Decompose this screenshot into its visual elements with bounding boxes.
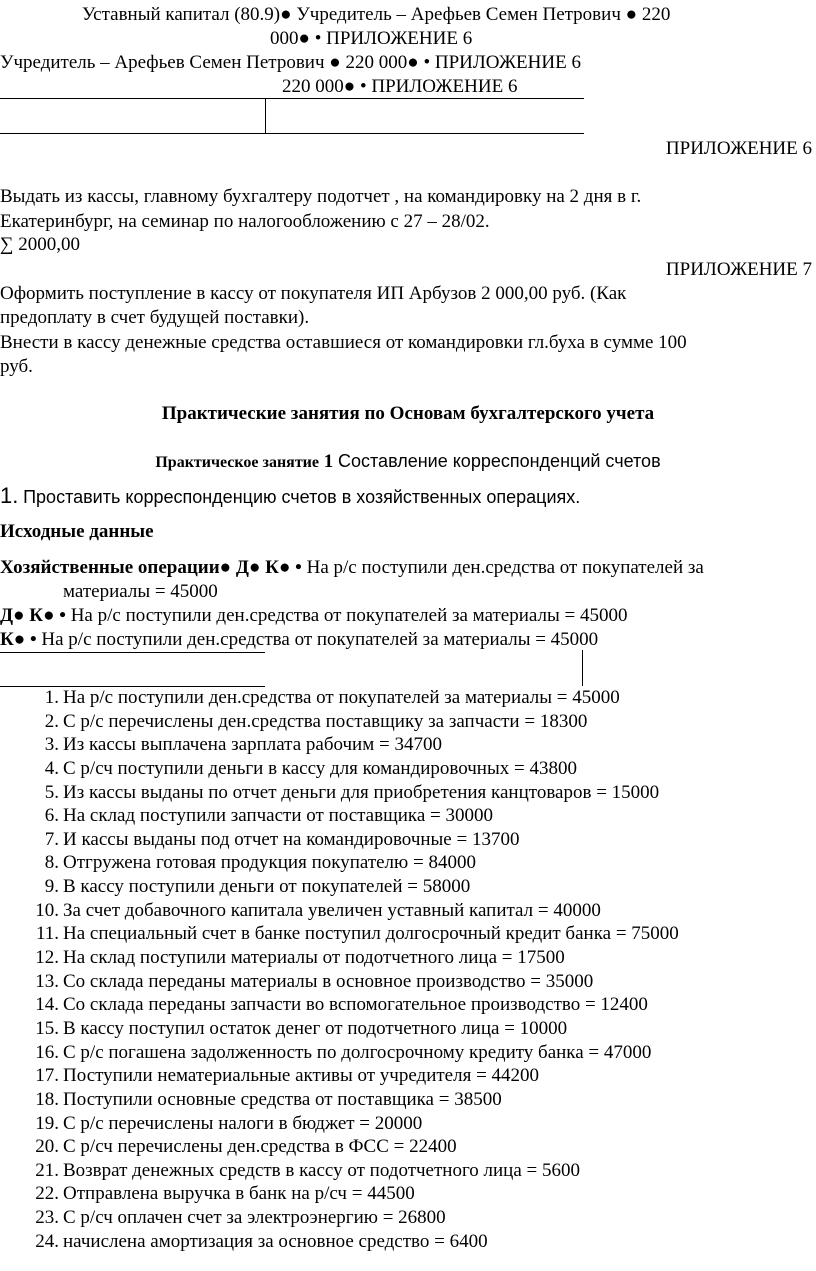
operation-number: 12. — [35, 947, 59, 969]
operation-number: 21. — [35, 1159, 59, 1181]
operation-text: Из кассы выплачена зарплата рабочим = 34700 — [63, 734, 442, 756]
task-1 — [0, 484, 580, 510]
appendix-6-text-1: Выдать из кассы, главному бухгалтеру подотчет , на командировку на 2 дня в г. — [0, 186, 642, 207]
operation-text: С р/с перечислены налоги в бюджет = 20000 — [63, 1112, 423, 1134]
appendix-7-text-3: Внести в кассу денежные средства оставшиеся от командировки гл.буха в сумме 100 — [0, 332, 687, 353]
operation-number: 1. — [44, 687, 59, 708]
ops-line-k — [0, 628, 598, 652]
operation-text: С р/с погашена задолженность по долгосрочному кредиту банка = 47000 — [63, 1041, 652, 1063]
operation-text: Отправлена выручка в банк на р/сч = 44500 — [63, 1183, 415, 1205]
operation-number: 9. — [44, 876, 59, 898]
operation-text: С р/сч оплачен счет за электроэнергию = 26800 — [63, 1207, 446, 1229]
operation-number: 8. — [44, 852, 59, 874]
initial-data-heading: Исходные данные — [0, 521, 154, 542]
session-topic: Составление корреспонденций счетов — [338, 451, 661, 471]
appendix-6-text-2: Екатеринбург, на семинар по налогообложению с 27 – 28/02. — [0, 211, 490, 232]
operation-text: На склад поступили материалы от подотчетного лица = 17500 — [63, 947, 565, 969]
operation-number: 3. — [44, 734, 59, 756]
operation-item — [35, 1182, 813, 1206]
operation-item — [35, 1112, 813, 1136]
table-rule-bottom — [0, 133, 584, 134]
operation-number: 2. — [44, 710, 59, 732]
appendix-7-text-4: руб. — [0, 356, 33, 377]
operation-text: Возврат денежных средств в кассу от подотчетного лица = 5600 — [63, 1159, 580, 1181]
operation-text: Поступили нематериальные активы от учредителя = 44200 — [63, 1065, 540, 1087]
table-rule-top — [0, 98, 584, 99]
operation-item — [44, 828, 813, 852]
operation-number: 17. — [35, 1065, 59, 1087]
header-line-3: Учредитель – Арефьев Семен Петрович ● 220 000● • ПРИЛОЖЕНИЕ 6 — [0, 52, 581, 73]
operation-item — [35, 1135, 813, 1159]
appendix-7-label: ПРИЛОЖЕНИЕ 7 — [665, 259, 812, 280]
ops-line-dk — [0, 604, 627, 628]
operation-number: 24. — [35, 1230, 59, 1252]
operation-number: 15. — [35, 1017, 59, 1039]
operation-item — [35, 1064, 813, 1088]
operation-item — [35, 946, 813, 970]
operation-text: С р/сч поступили деньги в кассу для командировочных = 43800 — [63, 757, 577, 779]
operation-text: Со склада переданы материалы в основное производство = 35000 — [63, 970, 594, 992]
session-label: Практическое занятие — [155, 454, 319, 471]
operation-number: 6. — [44, 805, 59, 827]
ops-rule-upper — [0, 652, 265, 653]
table-rule-divider — [265, 98, 266, 133]
operation-item — [44, 804, 813, 828]
header-line-1: Уставный капитал (80.9)● Учредитель – Арефьев Семен Петрович ● 220 — [82, 4, 671, 25]
operation-number: 7. — [44, 828, 59, 850]
operation-text: И кассы выданы под отчет на командировочные = 13700 — [63, 828, 520, 850]
operation-number: 22. — [35, 1183, 59, 1205]
operation-item — [35, 1159, 813, 1183]
operation-text: Из кассы выданы по отчет деньги для приобретения канцтоваров = 15000 — [63, 781, 660, 803]
operation-item — [35, 899, 813, 923]
operation-item — [35, 1041, 813, 1065]
operation-number: 10. — [35, 899, 59, 921]
operation-number: 5. — [44, 781, 59, 803]
appendix-6-sum: ∑ 2000,00 — [0, 234, 81, 255]
operation-text: В кассу поступили деньги от покупателей = 58000 — [63, 876, 471, 898]
operation-item — [44, 710, 813, 734]
appendix-7-text-1: Оформить поступление в кассу от покупателя ИП Арбузов 2 000,00 руб. (Как — [0, 283, 627, 304]
header-line-4: 220 000● • ПРИЛОЖЕНИЕ 6 — [282, 76, 518, 97]
session-heading — [0, 449, 816, 475]
ops-text-2: материалы = 45000 — [63, 581, 218, 602]
ops-line-1 — [0, 556, 704, 580]
appendix-6-label: ПРИЛОЖЕНИЕ 6 — [665, 138, 812, 159]
practice-title: Практические занятия по Основам бухгалтерского учета — [161, 403, 655, 424]
ops-rule-vertical — [582, 650, 583, 686]
operation-text: На специальный счет в банке поступил долгосрочный кредит банка = 75000 — [63, 923, 679, 945]
operation-item — [44, 851, 813, 875]
ops-bold: Хозяйственные операции● Д● К● • — [0, 557, 302, 578]
operation-text: С р/с перечислены ден.средства поставщику за запчасти = 18300 — [63, 710, 588, 732]
header-line-2: 000● • ПРИЛОЖЕНИЕ 6 — [270, 28, 473, 49]
operation-item — [44, 733, 813, 757]
operation-item — [35, 1088, 813, 1112]
ops-text-1: На р/с поступили ден.средства от покупателей за — [306, 557, 704, 578]
k-bold: К● • — [0, 629, 37, 650]
operation-item — [35, 1206, 813, 1230]
task-text: Проставить корреспонденцию счетов в хозяйственных операциях. — [23, 487, 581, 507]
operation-item — [44, 875, 813, 899]
operation-text: В кассу поступил остаток денег от подотчетного лица = 10000 — [63, 1017, 568, 1039]
dk-bold: Д● К● • — [0, 605, 66, 626]
operation-number: 16. — [35, 1041, 59, 1063]
operation-item — [35, 1230, 813, 1254]
operation-number: 23. — [35, 1207, 59, 1229]
operations-list — [0, 686, 813, 1253]
operation-text: На склад поступили запчасти от поставщика = 30000 — [63, 805, 493, 827]
operation-number: 18. — [35, 1088, 59, 1110]
operation-item — [44, 781, 813, 805]
k-text: На р/с поступили ден.средства от покупателей за материалы = 45000 — [41, 629, 599, 650]
operation-item — [35, 970, 813, 994]
operation-number: 14. — [35, 994, 59, 1016]
operation-text: начислена амортизация за основное средство = 6400 — [63, 1230, 488, 1252]
appendix-7-text-2: предоплату в счет будущей поставки). — [0, 307, 310, 328]
operation-text: Отгружена готовая продукция покупателю = 84000 — [63, 852, 476, 874]
operation-text: С р/сч перечислены ден.средства в ФСС = 22400 — [63, 1136, 457, 1158]
operation-number: 4. — [44, 757, 59, 779]
operation-text: За счет добавочного капитала увеличен уставный капитал = 40000 — [63, 899, 601, 921]
operation-text: На р/с поступили ден.средства от покупателей за материалы = 45000 — [63, 687, 620, 708]
operation-item — [35, 993, 813, 1017]
task-number: 1. — [0, 483, 19, 508]
session-number: 1 — [323, 451, 334, 472]
operation-item — [35, 1017, 813, 1041]
operation-number: 19. — [35, 1112, 59, 1134]
operation-text: Со склада переданы запчасти во вспомогательное производство = 12400 — [63, 994, 648, 1016]
operation-number: 13. — [35, 970, 59, 992]
operation-text: Поступили основные средства от поставщика = 38500 — [63, 1088, 502, 1110]
operation-item — [44, 757, 813, 781]
operation-number: 20. — [35, 1136, 59, 1158]
operation-number: 11. — [35, 923, 59, 945]
operation-item — [35, 922, 813, 946]
operation-item — [44, 686, 813, 710]
dk-text: На р/с поступили ден.средства от покупателей за материалы = 45000 — [70, 605, 628, 626]
